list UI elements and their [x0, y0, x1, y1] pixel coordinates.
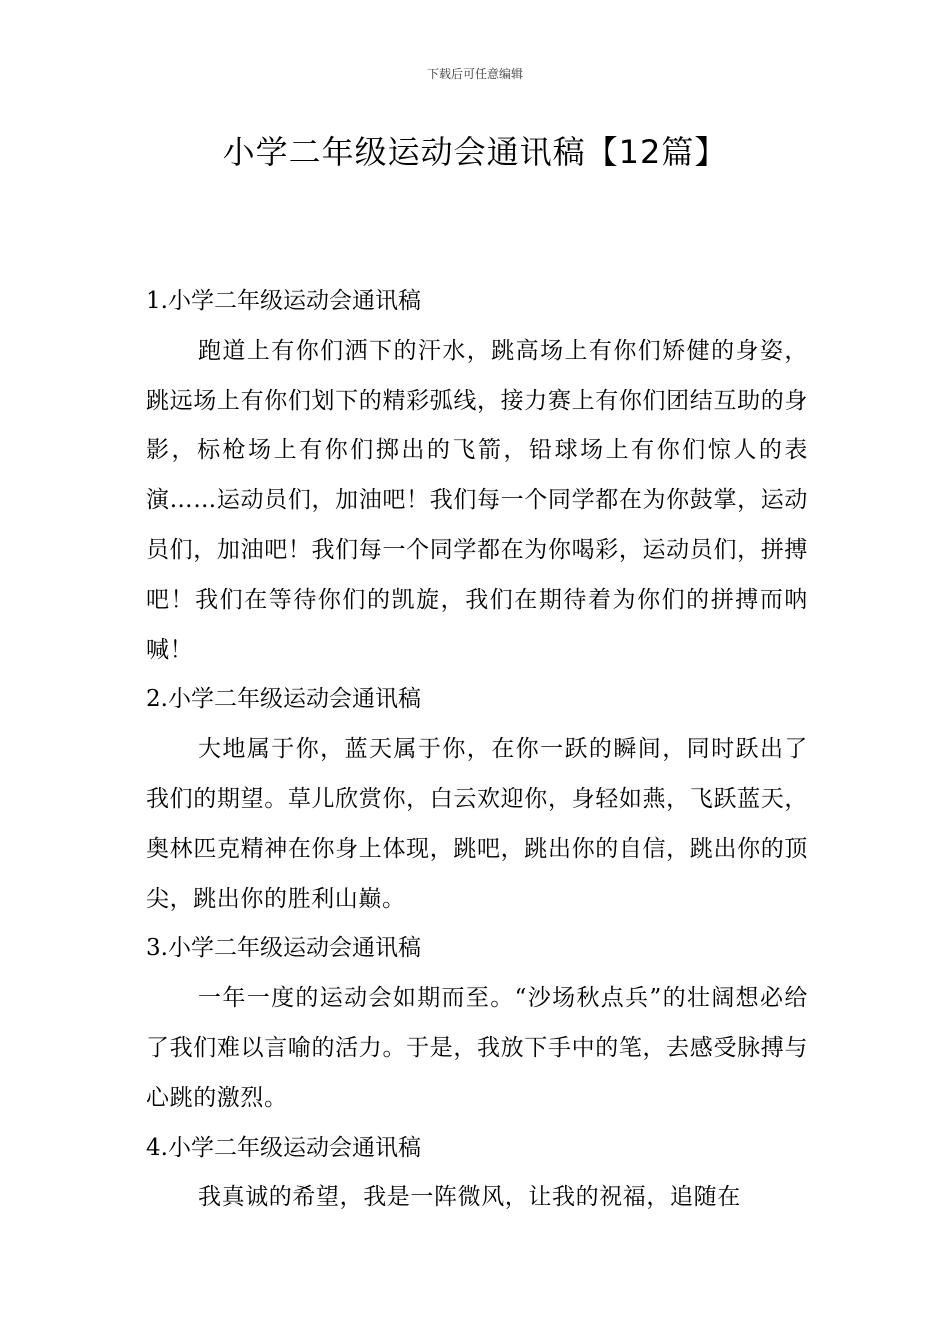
section-heading: 1.小学二年级运动会通讯稿: [146, 288, 421, 314]
section-1: [146, 277, 808, 675]
section-4: [146, 1124, 808, 1224]
document-content: [146, 277, 808, 1223]
section-heading: 3.小学二年级运动会通讯稿: [146, 935, 421, 962]
document-title: 小学二年级运动会通讯稿【12篇】: [222, 133, 728, 171]
section-body: 我真诚的希望，我是一阵微风，让我的祝福，追随在: [198, 1184, 741, 1211]
section-body: 大地属于你，蓝天属于你，在你一跃的瞬间，同时跃出了我们的期望。草儿欣赏你，白云欢迎你，身轻如燕，飞跃蓝天，奥林匹克精神在你身上体现，跳吧，跳出你的自信，跳出你的顶尖，跳出你的胜利山巅。: [146, 736, 808, 912]
section-2: [146, 675, 808, 924]
section-heading: 2.小学二年级运动会通讯稿: [146, 686, 421, 713]
section-3: [146, 924, 808, 1123]
section-body: 一年一度的运动会如期而至。“沙场秋点兵”的壮阔想必给了我们难以言喻的活力。于是，我放下手中的笔，去感受脉搏与心跳的激烈。: [146, 985, 808, 1111]
section-heading: 4.小学二年级运动会通讯稿: [146, 1134, 421, 1161]
section-body: 跑道上有你们洒下的汗水，跳高场上有你们矫健的身姿，跳远场上有你们划下的精彩弧线，接力赛上有你们团结互助的身影，标枪场上有你们掷出的飞箭，铅球场上有你们惊人的表演……运动员们，加油吧！我们每一个同学都在为你鼓掌，运动员们，加油吧！我们每一个同学都在为你喝彩，运动员们，拼搏吧！我们在等待你们的凯旋，我们在期待着为你们的拼搏而呐喊！: [146, 337, 808, 663]
header-note: 下载后可任意编辑: [426, 67, 523, 81]
